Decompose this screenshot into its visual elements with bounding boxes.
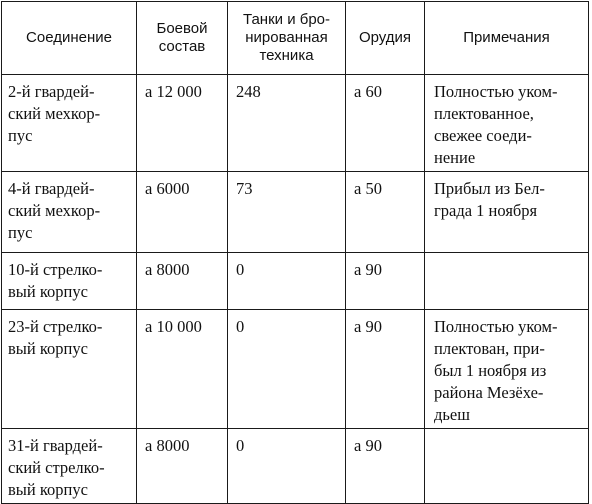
header-notes: Примечания	[425, 2, 589, 75]
header-guns: Орудия	[346, 2, 425, 75]
cell-guns: а 90	[346, 429, 425, 504]
table-row	[2, 429, 589, 504]
cell-guns: а 90	[346, 310, 425, 429]
cell-tanks: 73	[228, 172, 346, 253]
cell-formation: 31-й гвардей- ский стрелко- вый корпус	[2, 429, 137, 504]
table-row	[2, 310, 589, 429]
cell-strength: а 10 000	[137, 310, 228, 429]
cell-formation: 10-й стрелко- вый корпус	[2, 253, 137, 310]
cell-guns: а 90	[346, 253, 425, 310]
table-row	[2, 253, 589, 310]
header-strength: Боевой состав	[137, 2, 228, 75]
cell-notes	[425, 429, 589, 504]
cell-notes: Прибыл из Бел- града 1 ноября	[425, 172, 589, 253]
cell-strength: а 6000	[137, 172, 228, 253]
cell-guns: а 60	[346, 75, 425, 172]
cell-formation: 2-й гвардей- ский мехкор- пус	[2, 75, 137, 172]
header-tanks: Танки и бро- нированная техника	[228, 2, 346, 75]
cell-notes	[425, 253, 589, 310]
cell-tanks: 0	[228, 253, 346, 310]
cell-tanks: 0	[228, 310, 346, 429]
cell-strength: а 12 000	[137, 75, 228, 172]
cell-tanks: 0	[228, 429, 346, 504]
cell-formation: 4-й гвардей- ский мехкор- пус	[2, 172, 137, 253]
cell-notes: Полностью уком- плектованное, свежее соеди- нение	[425, 75, 589, 172]
formations-table	[1, 1, 589, 504]
table-row	[2, 172, 589, 253]
cell-notes: Полностью уком- плектован, при- был 1 ноября из района Мезёхе- дьеш	[425, 310, 589, 429]
header-formation: Соединение	[2, 2, 137, 75]
cell-strength: а 8000	[137, 253, 228, 310]
formations-table-container	[1, 1, 588, 499]
table-header-row	[2, 2, 589, 75]
table-row	[2, 75, 589, 172]
cell-strength: а 8000	[137, 429, 228, 504]
cell-tanks: 248	[228, 75, 346, 172]
cell-formation: 23-й стрелко- вый корпус	[2, 310, 137, 429]
cell-guns: а 50	[346, 172, 425, 253]
